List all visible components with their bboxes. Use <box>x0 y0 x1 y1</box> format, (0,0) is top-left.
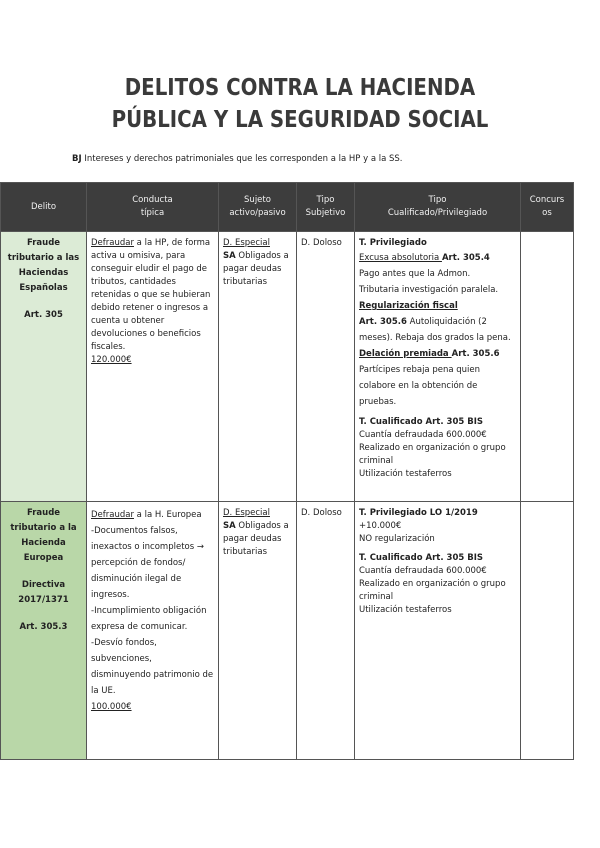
header-delito <box>1 183 87 232</box>
delacion-text: Partícipes rebaja pena quien colabore en la obtención de pruebas. <box>359 365 481 407</box>
header-concursos <box>521 183 574 232</box>
cual-title: T. Cualificado Art. 305 BIS <box>359 553 483 563</box>
subjetivo-cell: D. Doloso <box>297 502 355 760</box>
delito-name: Fraude tributario a las Haciendas Españolas <box>7 238 80 293</box>
intro-bold: BJ <box>72 154 82 164</box>
conducta-line: -Desvío fondos, subvenciones, disminuyendo patrimonio de la UE. <box>91 638 214 696</box>
header-label: Tipo Cualificado/Privilegiado <box>387 195 488 218</box>
cual-line: Utilización testaferros <box>359 469 452 479</box>
excusa-line: Pago antes que la Admon. <box>359 269 471 279</box>
conducta-text: a la H. Europea <box>133 510 202 520</box>
concursos-cell <box>521 232 574 502</box>
page-title: DELITOS CONTRA LA HACIENDA PÚBLICA Y LA SEGURIDAD SOCIAL <box>111 75 489 133</box>
intro-line <box>72 154 403 164</box>
delito-directiva: Directiva 2017/1371 <box>18 580 69 605</box>
sujeto-sa: SA <box>223 251 236 261</box>
cual-line: Realizado en organización o grupo criminal <box>359 443 506 466</box>
tipo-cell <box>355 232 521 502</box>
delacion-label: Delación premiada <box>359 349 452 359</box>
reg-text: Autoliquidación (2 meses). Rebaja dos grados la pena. <box>359 317 511 343</box>
subjetivo-cell: D. Doloso <box>297 232 355 502</box>
sujeto-cell <box>219 502 297 760</box>
header-row <box>1 183 574 232</box>
header-subjetivo <box>297 183 355 232</box>
conducta-text: a la HP, de forma activa u omisiva, para conseguir eludir el pago de tributos, cantidades retenidas o que se hubieran debido retener o ingresos a cuenta u obtener devoluciones o beneficios fiscales. <box>91 238 211 352</box>
offense-table <box>0 182 574 760</box>
sujeto-text: Obligados a pagar deudas tributarias <box>223 251 289 287</box>
header-label: Conducta típica <box>132 195 173 218</box>
sujeto-text: Obligados a pagar deudas tributarias <box>223 521 289 557</box>
conducta-amount: 100.000€ <box>91 702 132 712</box>
header-label: Concurs os <box>529 195 565 218</box>
conducta-amount: 120.000€ <box>91 355 132 365</box>
excusa-art: Art. 305.4 <box>441 253 490 263</box>
conducta-cell <box>87 502 219 760</box>
header-label: Tipo Subjetivo <box>305 195 346 218</box>
concursos-cell <box>521 502 574 760</box>
conducta-verb: Defraudar <box>91 510 134 520</box>
priv-title: T. Privilegiado <box>359 238 427 248</box>
cual-line: Cuantía defraudada 600.000€ <box>359 430 487 440</box>
excusa-line: Tributaria investigación paralela. <box>359 285 499 295</box>
conducta-cell <box>87 232 219 502</box>
delito-art: Art. 305.3 <box>19 622 68 632</box>
conducta-line: -Incumplimiento obligación expresa de comunicar. <box>91 606 207 632</box>
sujeto-cell <box>219 232 297 502</box>
tipo-cell <box>355 502 521 760</box>
excusa-label: Excusa absolutoria <box>359 253 442 263</box>
delito-cell <box>1 502 87 760</box>
header-conducta <box>87 183 219 232</box>
cual-line: Realizado en organización o grupo criminal <box>359 579 506 602</box>
reg-art: Art. 305.6 <box>359 317 407 327</box>
sujeto-activo: D. Especial <box>223 238 270 248</box>
intro-text: Intereses y derechos patrimoniales que les corresponden a la HP y a la SS. <box>84 154 403 164</box>
priv-line: NO regularización <box>359 534 435 544</box>
header-label: Delito <box>30 201 57 212</box>
header-label: Sujeto activo/pasivo <box>229 195 286 218</box>
header-tipo <box>355 183 521 232</box>
sujeto-sa: SA <box>223 521 236 531</box>
priv-line: +10.000€ <box>359 521 402 531</box>
cual-line: Utilización testaferros <box>359 605 452 615</box>
delito-cell <box>1 232 87 502</box>
header-sujeto <box>219 183 297 232</box>
delito-name: Fraude tributario a la Hacienda Europea <box>10 508 77 563</box>
priv-title: T. Privilegiado LO 1/2019 <box>359 508 478 518</box>
conducta-verb: Defraudar <box>91 238 134 248</box>
table-row <box>1 502 574 760</box>
sujeto-activo: D. Especial <box>223 508 270 518</box>
table-row <box>1 232 574 502</box>
delito-art: Art. 305 <box>24 310 63 320</box>
cual-title: T. Cualificado Art. 305 BIS <box>359 417 483 427</box>
reg-label: Regularización fiscal <box>359 301 458 311</box>
conducta-line: -Documentos falsos, inexactos o incompletos → percepción de fondos/ disminución ilegal de ingresos. <box>91 526 204 600</box>
cual-line: Cuantía defraudada 600.000€ <box>359 566 487 576</box>
delacion-art: Art. 305.6 <box>451 349 500 359</box>
